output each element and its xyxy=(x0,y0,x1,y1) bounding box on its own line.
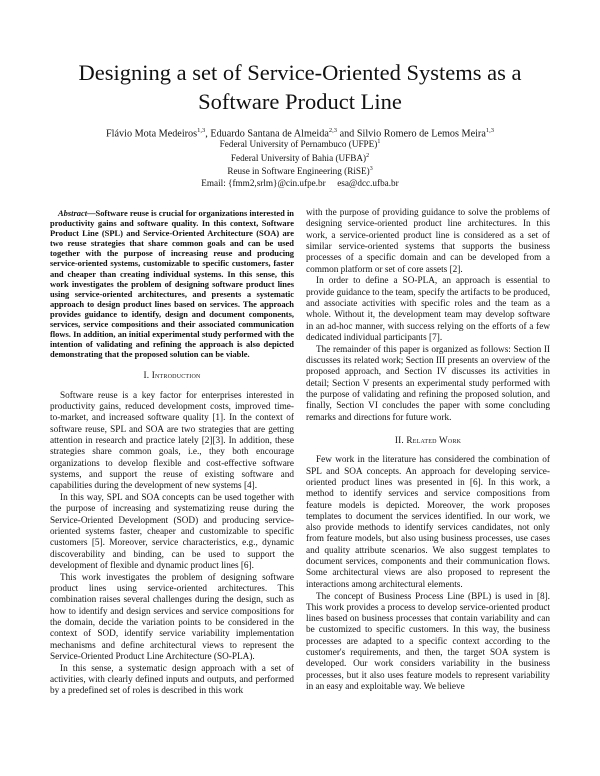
left-column xyxy=(50,208,294,698)
author-name: Eduardo Santana de Almeida xyxy=(210,128,329,140)
affiliation-line: Federal University of Bahia (UFBA)$^2$ xyxy=(230,152,370,163)
abstract-text: —Software reuse is crucial for organizations interested in productivity gains and software quality. In this context, Software Product Line (SPL) and Service-Oriented Architecture (SOA) are two reuse strategies that share common goals and can be used together with the purpose of increasing reuse and producing service-oriented systems, customizable to specific customers, faster and cheaper than creating individual systems. In this sense, this work investigates the problem of designing software product lines using service-oriented architectures, and presents a systematic approach to design product lines based on services. The approach provides guidance to identify, design and document components, services, service compositions and their associated communication flows. In addition, an initial experimental study performed with the intention of validating and refining the approach is also depicted demonstrating that the proposed solution can be viable. xyxy=(50,208,294,360)
author-name: Silvio Romero de Lemos Meira xyxy=(356,128,486,140)
affiliation-block xyxy=(40,137,560,190)
email-line: Email: {fmm2,srlm}@cin.ufpe.br esa@dcc.ufba.br xyxy=(201,177,399,188)
author-affiliation-mark: 1,3 xyxy=(485,127,494,134)
paragraph: The concept of Business Process Line (BPL) is used in [8]. This work provides a process to develop service-oriented product lines based on business processes that contain variability and can be customized to specific customers. In this way, the business processes are adapted to a specific context according to the customer's requirements, and then, the target SOA system is developed. Our work considers variability in the business processes, but it also uses feature models to represent variability in an easy and exploitable way. We believe xyxy=(306,591,550,692)
paragraph: In this sense, a systematic design approach with a set of activities, with clearly defined inputs and outputs, and performed by a predefined set of roles is described in this work xyxy=(50,663,294,697)
paragraph: This work investigates the problem of designing software product lines using service-oriented architectures. This combination raises several challenges during the design, such as how to identify and design services and service compositions for the domain, decide the variation points to be considered in the context of SOD, identify service variability implementation mechanisms and define architectural views to represent the Service-Oriented Product Line Architecture (SO-PLA). xyxy=(50,572,294,662)
right-column xyxy=(306,208,550,694)
author-affiliation-mark: 1,3 xyxy=(197,127,206,134)
paragraph: Few work in the literature has considered the combination of SPL and SOA concepts. An approach for developing service-oriented product lines was presented in [6]. In this work, a method to identify services and service compositions from feature models is depicted. Moreover, the work proposes templates to document the services identified. In our work, we also provide methods to identify services candidates, not only from feature models, but also using business processes, use cases and quality attribute scenarios. We also suggest templates to document services, components and their communication flows. Some architectural views are also proposed to represent the interactions among architectural elements. xyxy=(306,455,550,590)
author-name: Flávio Mota Medeiros xyxy=(106,128,198,140)
affiliation-line: Reuse in Software Engineering (RiSE)$^3$ xyxy=(227,166,373,177)
abstract-label: Abstract xyxy=(58,208,88,218)
paragraph: The remainder of this paper is organized as follows: Section II discusses its related work; Section III presents an overview of the proposed approach, and Section IV discusses its activities in detail; Section V presents an experimental study performed with the purpose of validating and refining the proposed solution, and finally, Section VI concludes the paper with some concluding remarks and directions for future work. xyxy=(306,344,550,423)
section-heading-related-work: II. Related Work xyxy=(394,435,462,446)
paragraph: Software reuse is a key factor for enterprises interested in productivity gains, reduced development costs, improved time-to-market, and increased software quality [1]. In the context of software reuse, SPL and SOA are two strategies that are getting attention in research and practice lately [2][3]. In addition, these strategies share common goals, i.e., they both encourage organizations to develop flexible and cost-effective software systems, and support the reuse of existing software and capabilities during the development of new systems [4]. xyxy=(50,390,294,492)
author-line: Flávio Mota Medeiros$^{1,3}$, Eduardo Santana de Almeida$^{2,3}$ and Silvio Romero de Lemos Meira$^{1,3}$ xyxy=(106,127,494,140)
abstract xyxy=(50,208,294,359)
paper-title: Designing a set of Service-Oriented Systems as a Software Product Line xyxy=(78,60,522,114)
paragraph: with the purpose of providing guidance to solve the problems of designing service-oriented product line architectures. In this work, a service-oriented product line is considered as a set of similar service-oriented systems that supports the business processes of a specific domain and can be developed from a common platform or set of core assets [2]. xyxy=(306,208,550,275)
section-heading-introduction: I. Introduction xyxy=(143,371,201,382)
affiliation-line: Federal University of Pernambuco (UFPE)$^1$ xyxy=(219,139,381,150)
paragraph: In order to define a SO-PLA, an approach is essential to provide guidance to the team, specify the artifacts to be produced, and associate activities with specific roles and the team as a whole. Without it, the development team may develop software in an ad-hoc manner, with success relying on the efforts of a few dedicated individual participants [7]. xyxy=(306,276,551,343)
paragraph: In this way, SPL and SOA concepts can be used together with the purpose of increasing and systematizing reuse during the Service-Oriented Development (SOD) and producing service-oriented systems faster, cheaper and customizable to specific customers [5]. Moreover, service characteristics, e.g., dynamic discoverability and binding, can be used to support the development of flexible and dynamic product lines [6]. xyxy=(50,493,294,571)
author-affiliation-mark: 2,3 xyxy=(328,127,338,134)
